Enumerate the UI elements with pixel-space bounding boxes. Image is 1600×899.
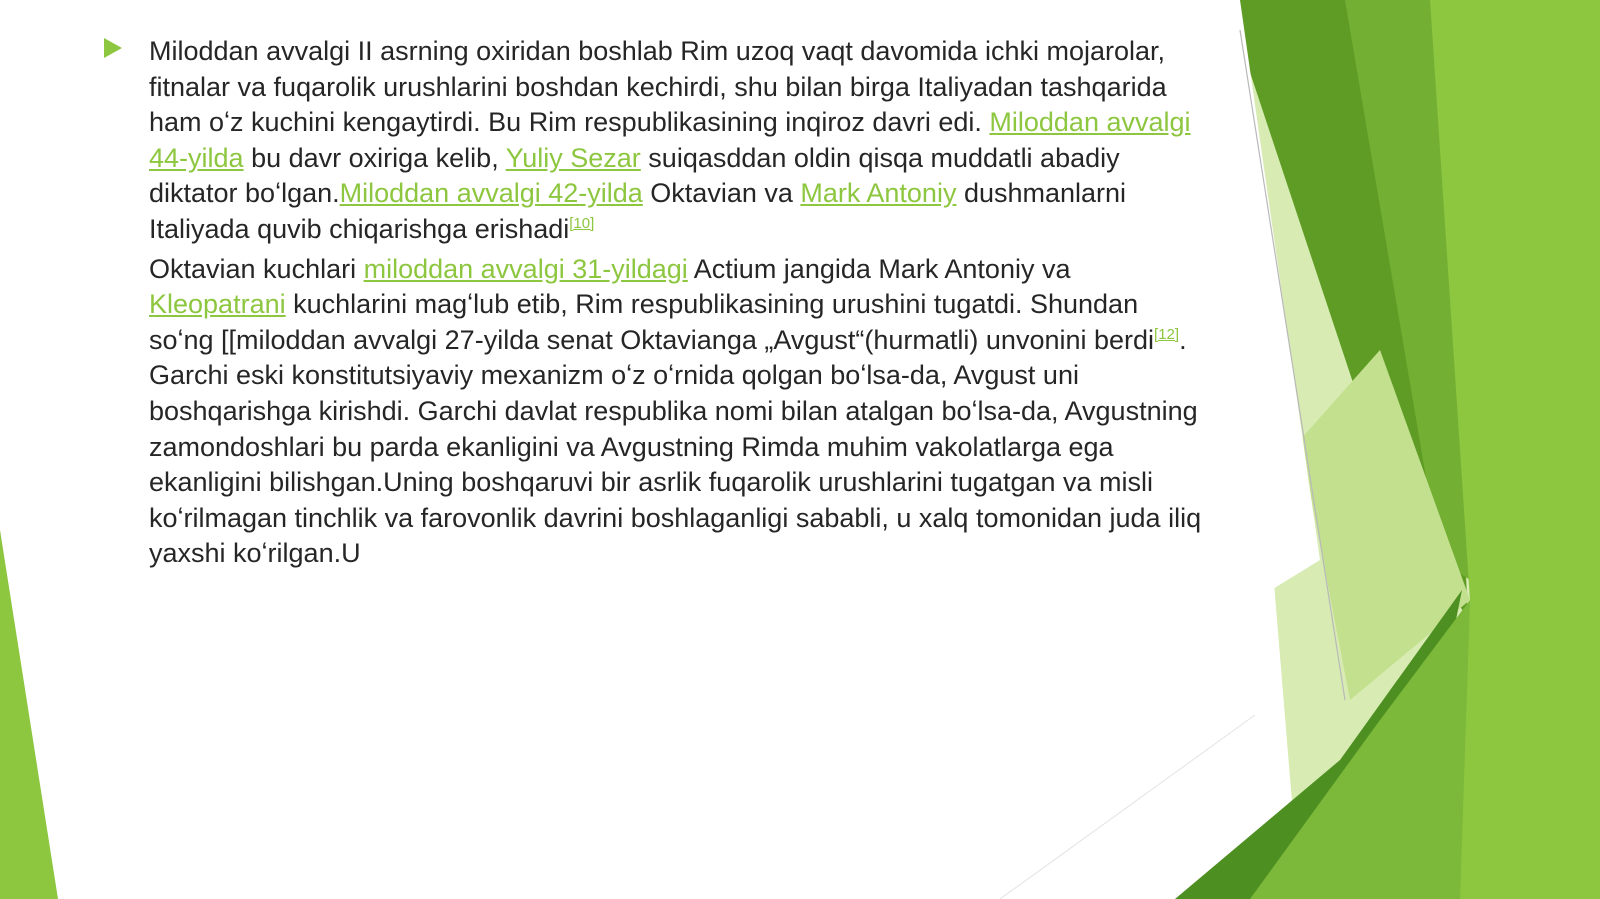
paragraph-1	[149, 34, 1209, 248]
link-mark-antoniy[interactable]: Mark Antoniy	[800, 178, 957, 209]
text-segment: . Garchi eski konstitutsiyaviy mexanizm oʻz oʻrnida qolgan boʻlsa-da, Avgust uni boshqarishga kirishdi. Garchi davlat respublika nomi bilan atalgan boʻlsa-da, Avgustning zamondoshlari bu parda ekanligini va Avgustning Rimda muhim vakolatlarga ega ekanligini bilishgan.Uning boshqaruvi bir asrlik fuqarolik urushlarini tugatgan va misli koʻrilmagan tinchlik va farovonlik davrini boshlaganligi sababli, u xalq tomonidan juda iliq yaxshi koʻrilgan.U	[149, 324, 1202, 569]
text-segment: Actium jangida Mark Antoniy va	[687, 253, 1071, 284]
text-segment: bu davr oxiriga kelib,	[243, 142, 506, 173]
left-green-shard	[0, 530, 58, 899]
text-segment: suiqasddan oldin qisqa muddatli abadiy diktator boʻlgan.	[149, 142, 1120, 209]
text-segment: kuchlarini magʻlub etib, Rim respublikasining urushini tugatdi. Shundan soʻng [[miloddan avvalgi 27-yilda senat Oktavianga „Avgust“(hurmatli) unvonini berdi	[149, 289, 1155, 355]
triangle-bullet-icon	[104, 38, 122, 58]
text-segment: Miloddan avvalgi II asrning oxiridan boshlab Rim uzoq vaqt davomida ichki mojarolar, fitnalar va fuqarolik urushlarini boshdan kechirdi, shu bilan birga Italiyadan tashqarida ham oʻz kuchini kengaytirdi. Bu Rim respublikasining inqiroz davri edi.	[149, 36, 1167, 138]
text-segment: Oktavian va	[642, 178, 801, 209]
text-segment: dushmanlarni Italiyada quvib chiqarishga erishadi	[149, 178, 1127, 244]
link-kleopatra[interactable]: Kleopatrani	[149, 289, 286, 320]
link-yuliy-sezar[interactable]: Yuliy Sezar	[505, 142, 641, 173]
text-segment: Oktavian kuchlari	[149, 253, 364, 284]
slide-body-text	[149, 34, 1209, 572]
link-31-bc[interactable]: miloddan avvalgi 31-yildagi	[363, 253, 688, 284]
footnote-link-12[interactable]: [12]	[1154, 325, 1180, 343]
paragraph-2	[149, 252, 1209, 572]
link-42-bc[interactable]: Miloddan avvalgi 42-yilda	[339, 178, 643, 209]
footnote-link-10[interactable]: [10]	[569, 214, 595, 232]
link-44-bc[interactable]: Miloddan avvalgi 44-yilda	[149, 107, 1191, 173]
footnote-ref-10[interactable]	[569, 215, 594, 232]
footnote-ref-12[interactable]	[1154, 326, 1179, 343]
